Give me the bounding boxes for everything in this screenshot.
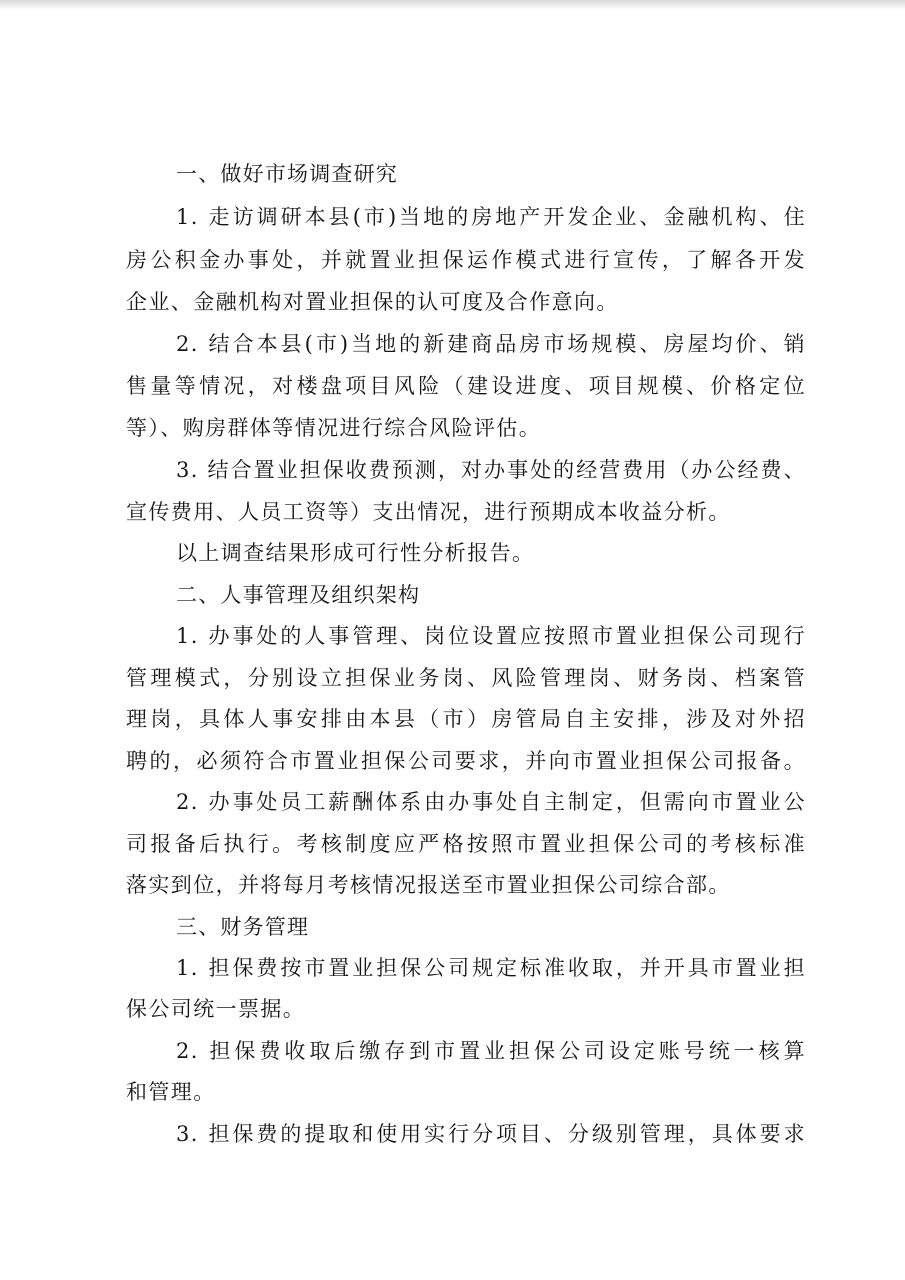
paragraph-line: 保公司统一票据。: [126, 997, 306, 1021]
paragraph-line: 1. 办事处的人事管理、岗位设置应按照市置业担保公司现行: [176, 624, 806, 648]
paragraph-line: 宣传费用、人员工资等）支出情况，进行预期成本收益分析。: [126, 500, 731, 524]
paragraph-line: 房公积金办事处，并就置业担保运作模式进行宣传，了解各开发: [126, 248, 806, 272]
paragraph-line: 理岗，具体人事安排由本县（市）房管局自主安排，涉及对外招: [126, 707, 806, 731]
paragraph-line: 2. 办事处员工薪酬体系由办事处自主制定，但需向市置业公: [176, 790, 806, 814]
paragraph-line: 2. 担保费收取后缴存到市置业担保公司设定账号统一核算: [176, 1039, 806, 1063]
paragraph-line: 司报备后执行。考核制度应严格按照市置业担保公司的考核标准: [126, 832, 806, 856]
section-heading-1: 一、做好市场调查研究: [176, 162, 398, 186]
paragraph-line: 1. 担保费按市置业担保公司规定标准收取，并开具市置业担: [176, 956, 806, 980]
paragraph-line: 3. 结合置业担保收费预测，对办事处的经营费用（办公经费、: [176, 458, 806, 482]
paragraph-line: 1. 走访调研本县(市)当地的房地产开发企业、金融机构、住: [176, 205, 806, 229]
paragraph-line: 管理模式，分别设立担保业务岗、风险管理岗、财务岗、档案管: [126, 666, 806, 690]
paragraph-line: 和管理。: [126, 1080, 216, 1104]
paragraph-line: 聘的，必须符合市置业担保公司要求，并向市置业担保公司报备。: [126, 749, 806, 773]
paragraph-line: 企业、金融机构对置业担保的认可度及合作意向。: [126, 290, 619, 314]
section-heading-3: 三、财务管理: [176, 915, 310, 939]
paragraph-line: 2. 结合本县(市)当地的新建商品房市场规模、房屋均价、销: [176, 332, 806, 356]
paragraph-line: 落实到位，并将每月考核情况报送至市置业担保公司综合部。: [126, 873, 731, 897]
paragraph-line: 等）、购房群体等情况进行综合风险评估。: [126, 416, 542, 440]
paragraph-line: 售量等情况，对楼盘项目风险（建设进度、项目规模、价格定位: [126, 374, 806, 398]
paragraph-line: 3. 担保费的提取和使用实行分项目、分级别管理，具体要求: [176, 1122, 806, 1146]
section-heading-2: 二、人事管理及组织架构: [176, 583, 421, 607]
paragraph-line: 以上调查结果形成可行性分析报告。: [176, 541, 535, 565]
